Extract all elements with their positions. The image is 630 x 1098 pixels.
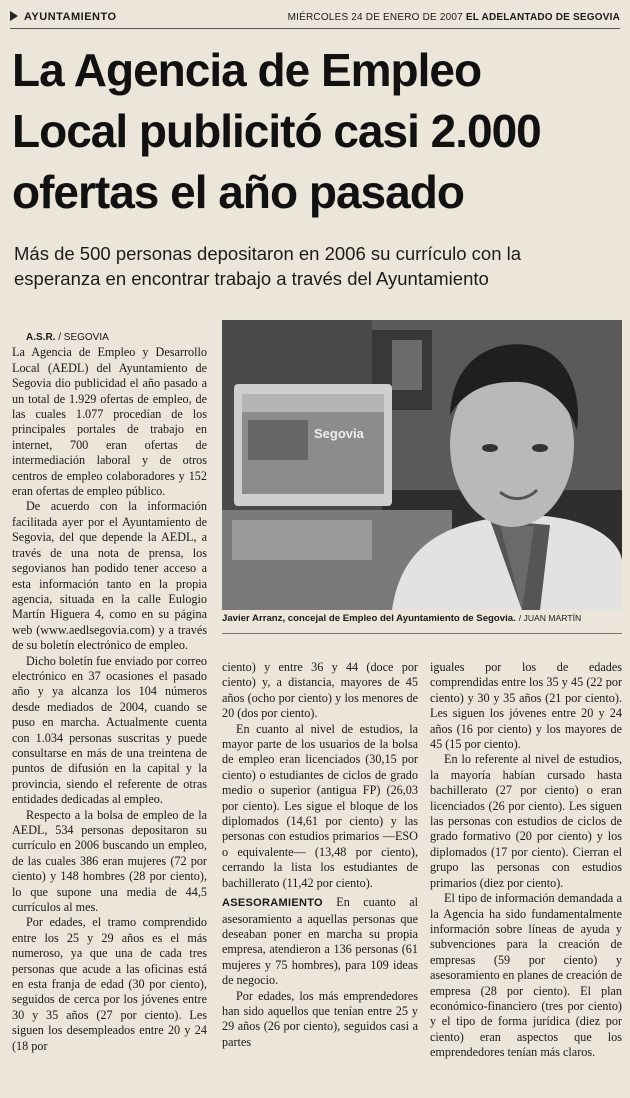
article-column-3 [430,660,622,1061]
photo-credit: / JUAN MARTÍN [518,613,582,623]
subheadline: Más de 500 personas depositaron en 2006 su currículo con la esperanza en encontrar trabajo a través del Ayuntamiento [14,243,522,289]
issue-date: MIÉRCOLES 24 DE ENERO DE 2007 EL ADELANTADO DE SEGOVIA [287,11,620,23]
paragraph: iguales por los de edades comprendidas entre los 35 y 45 (22 por ciento) y 30 y 35 años (21 por ciento). Les siguen los jóvenes entre 20 y 24 años (16 por ciento) y los mayores de 45 (15 por ciento). [430,660,622,752]
paragraph: En cuanto al nivel de estudios, la mayor parte de los usuarios de la bolsa de empleo eran licenciados (30,15 por ciento) o estudiantes de ciclos de grado medio o superior (antigua FP) (26,03 por ciento). Les sigue el bloque de los diplomados (14,61 por ciento) y las personas con estudios primarios —ESO o equivalente— (13,48 por ciento), cerrando la lista los estudiantes de bachillerato (11,42 por ciento). [222,721,418,890]
paragraph: ciento) y entre 36 y 44 (doce por ciento) y, a distancia, mayores de 45 años (ocho por ciento) y los menores de 20 (dos por ciento). [222,660,418,721]
paragraph: Respecto a la bolsa de empleo de la AEDL, 534 personas depositaron su currículo en 2006 buscando un empleo, de las cuales 386 eran mujeres (72 por ciento) y 148 hombres (28 por ciento), lo que supone una media de 44,5 currículos al mes. [12,807,207,915]
article-column-1 [12,330,207,1054]
paragraph: Dicho boletín fue enviado por correo electrónico en 37 ocasiones el pasado año y ya alcanza los 104 números desde mediados de 2004, cuando se puso en marcha. Actualmente cuenta con 1.034 personas suscritas y puede consultarse en más de una treintena de puntos de difusión en la capital y la provincia, siendo el referente de otras entidades dedicadas al empleo. [12,653,207,807]
header-rule [10,28,620,29]
paragraph: El tipo de información demandada a la Agencia ha sido fundamentalmente información sobre líneas de ayuda y subvenciones para la creación de empresas (59 por ciento) y asesoramiento en planes de creación de empresa (28 por ciento). El plan económico-financiero (tres por ciento) y el tipo de forma jurídica (diez por ciento) eran aspectos que los emprendedores tenían más claros. [430,891,622,1060]
portrait-photo-illustration [222,320,622,610]
subsection-kicker: ASESORAMIENTO [222,897,323,910]
paragraph: En lo referente al nivel de estudios, la mayoría habían cursado hasta bachillerato (27 por ciento) o eran licenciados (26 por ciento). Les siguen las personas con estudios de ciclos de grado formativo (20 por ciento) y los diplomados (17 por ciento). Cierran el grupo las personas con estudios primarios (diez por ciento). [430,752,622,890]
headline: La Agencia de Empleo Local publicitó casi 2.000 ofertas el año pasado [12,44,541,218]
page-header [10,8,620,26]
caption-rule [222,633,622,634]
newspaper-name: EL ADELANTADO DE SEGOVIA [465,11,620,23]
paragraph: La Agencia de Empleo y Desarrollo Local (AEDL) del Ayuntamiento de Segovia dio publicidad el año pasado a un total de 1.929 ofertas de empleo, de las cuales 1.077 procedían de los principales portales de trabajo en internet, 700 eran ofertas de intermediación laboral y de otros centros de empleo colaboradores y 152 eran ofertas de empleo público. [12,345,207,499]
paragraph: Por edades, los más emprendedores han sido aquellos que tenían entre 25 y 29 años (26 por ciento), seguidos casi a partes [222,988,418,1049]
article-column-2 [222,660,418,1050]
byline: A.S.R. / SEGOVIA [26,332,109,343]
photo-javier-arranz [222,320,622,610]
section-label: AYUNTAMIENTO [10,11,117,23]
paragraph: ASESORAMIENTO En cuanto al asesoramiento a aquellas personas que deseaban poner en marcha su propia empresa, atendieron a 136 personas (61 mujeres y 75 hombres), para 109 ideas de negocio. [222,895,418,988]
photo-caption: Javier Arranz, concejal de Empleo del Ayuntamiento de Segovia. / JUAN MARTÍN [222,613,582,624]
monitor-text: Segovia [314,426,364,441]
paragraph: Por edades, el tramo comprendido entre los 25 y 29 años es el más numeroso, ya que una de cada tres personas que acude a las oficinas está en esta franja de edad (30 por ciento), seguidos de cerca por los jóvenes entre 30 y 35 años (27 por ciento). Les siguen los desempleados entre 20 y 24 (18 por [12,915,207,1053]
triangle-icon [10,11,18,21]
paragraph: De acuerdo con la información facilitada ayer por el Ayuntamiento de Segovia, del que depende la AEDL, a través de una nota de prensa, los segovianos han podido tener acceso a esta información tanto en la propia agencia, situada en la calle Eulogio Martín Higuera 4, como en su página web (www.aedlsegovia.com) y a través de su boletín electrónico de empleo. [12,499,207,653]
